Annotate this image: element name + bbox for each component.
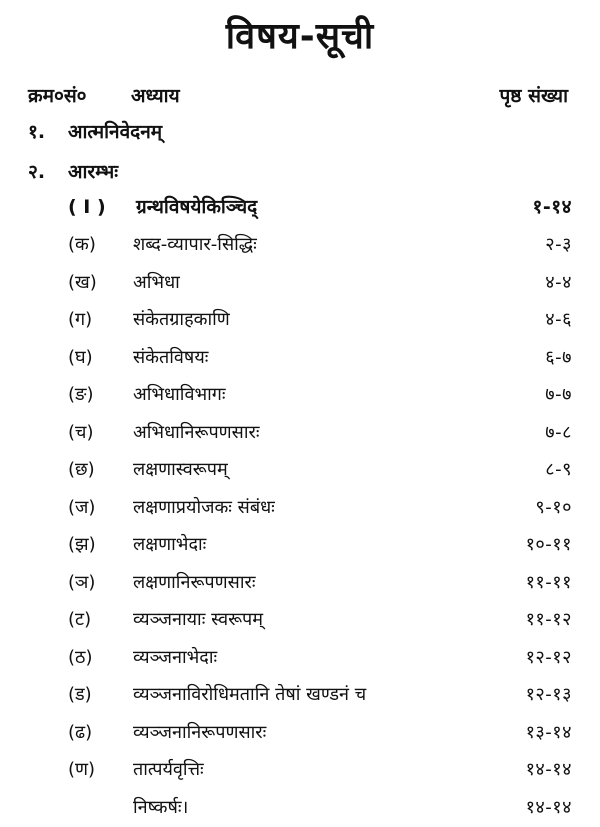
entry-marker: (झ) <box>68 534 96 555</box>
entry-number: १. <box>28 121 46 143</box>
entry-title: व्यञ्जनायाः स्वरूपम् <box>133 609 264 630</box>
entry-pages: ९-१० <box>535 497 572 518</box>
toc-entry <box>0 643 600 673</box>
entry-number: २. <box>28 161 46 183</box>
entry-marker: (च) <box>68 422 94 443</box>
entry-title: लक्षणास्वरूपम् <box>133 459 228 480</box>
toc-entry <box>0 530 600 560</box>
entry-marker: (ड) <box>68 684 92 705</box>
entry-title: निष्कर्षः। <box>133 797 189 818</box>
toc-entry <box>0 568 600 598</box>
entry-pages: ४-४ <box>545 272 572 293</box>
toc-section <box>0 192 600 222</box>
entry-pages: १०-११ <box>525 534 572 555</box>
entry-title: लक्षणानिरूपणसारः <box>133 572 256 593</box>
entry-title: आत्मनिवेदनम् <box>68 121 163 143</box>
toc-entry <box>0 117 600 147</box>
column-header-page: पृष्ठ संख्या <box>499 85 568 107</box>
entry-title: अभिधानिरूपणसारः <box>133 422 260 443</box>
entry-title: अभिधाविभागः <box>133 384 226 405</box>
toc-entry <box>0 380 600 410</box>
entry-pages: २-३ <box>545 234 572 255</box>
toc-entry <box>0 755 600 785</box>
toc-entry <box>0 605 600 635</box>
entry-pages: ६-७ <box>545 347 572 368</box>
entry-title: व्यञ्जनानिरूपणसारः <box>133 722 267 743</box>
entry-marker: (ख) <box>68 272 97 293</box>
toc-entry <box>0 680 600 710</box>
entry-title: व्यञ्जनाभेदाः <box>133 647 218 668</box>
toc-entry <box>0 718 600 748</box>
entry-pages: ७-७ <box>545 384 572 405</box>
entry-marker: (ग) <box>68 309 93 330</box>
entry-marker: (ढ) <box>68 722 93 743</box>
entry-pages: ११-११ <box>525 572 572 593</box>
toc-entry <box>0 493 600 523</box>
toc-entry <box>0 793 600 823</box>
page-title: विषय-सूची <box>225 16 375 57</box>
entry-pages: ११-१२ <box>525 609 572 630</box>
toc-entry <box>0 343 600 373</box>
entry-title: संकेतग्राहकाणि <box>133 309 230 330</box>
toc-entry <box>0 230 600 260</box>
entry-pages: १४-१४ <box>525 797 572 818</box>
section-pages: १-१४ <box>532 196 572 218</box>
entry-marker: (ङ) <box>68 384 94 405</box>
section-title: ग्रन्थविषयेकिञ्चिद् <box>136 196 258 218</box>
entry-title: शब्द-व्यापार-सिद्धिः <box>133 234 257 255</box>
entry-title: तात्पर्यवृत्तिः <box>133 759 204 780</box>
entry-marker: (ज) <box>68 497 96 518</box>
entry-pages: ४-६ <box>545 309 572 330</box>
entry-title: आरम्भः <box>68 161 119 183</box>
entry-marker: (घ) <box>68 347 93 368</box>
entry-marker: (ठ) <box>68 647 93 668</box>
entry-marker: (ण) <box>68 759 96 780</box>
entry-pages: ७-८ <box>545 422 572 443</box>
entry-title: लक्षणाप्रयोजकः संबंधः <box>133 497 275 518</box>
entry-pages: १४-१४ <box>525 759 572 780</box>
column-header-serial: क्रम०सं० <box>28 85 87 107</box>
entry-marker: (क) <box>68 234 96 255</box>
column-header-chapter: अध्याय <box>131 85 180 107</box>
toc-entry <box>0 418 600 448</box>
toc-entry <box>0 455 600 485</box>
entry-pages: १३-१४ <box>525 722 572 743</box>
toc-entry <box>0 157 600 187</box>
toc-entry <box>0 305 600 335</box>
entry-pages: १२-१२ <box>525 647 572 668</box>
entry-pages: १२-१३ <box>525 684 572 705</box>
entry-title: संकेतविषयः <box>133 347 209 368</box>
entry-title: अभिधा <box>133 272 180 293</box>
entry-marker: (छ) <box>68 459 95 480</box>
section-marker: ( I ) <box>68 196 106 218</box>
entry-marker: (ट) <box>68 609 92 630</box>
toc-entry <box>0 268 600 298</box>
entry-marker: (ञ) <box>68 572 96 593</box>
entry-title: व्यञ्जनाविरोधिमतानि तेषां खण्डनं च <box>133 684 367 705</box>
entry-pages: ८-९ <box>545 459 572 480</box>
entry-title: लक्षणाभेदाः <box>133 534 207 555</box>
